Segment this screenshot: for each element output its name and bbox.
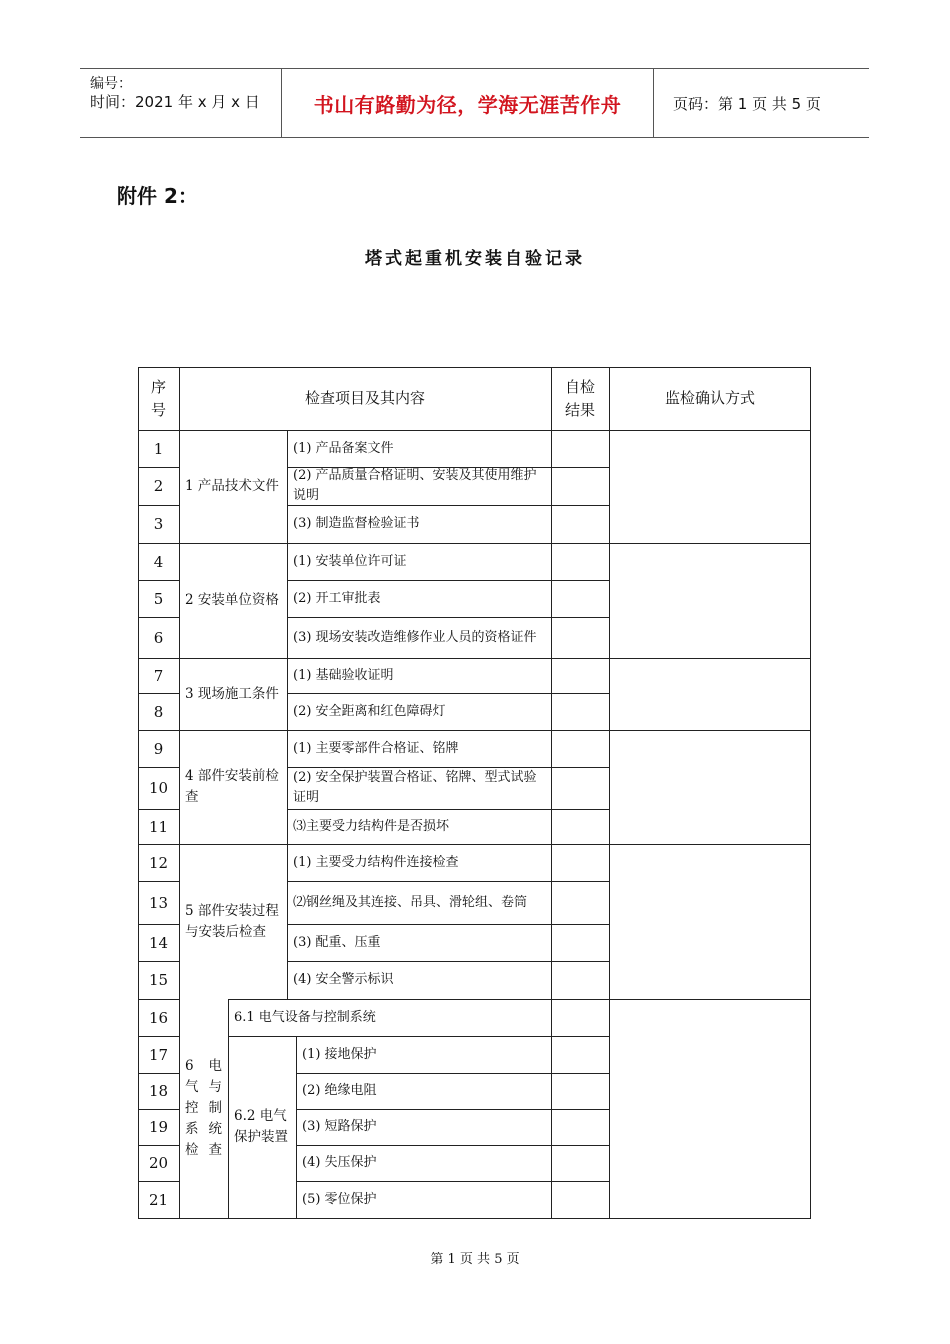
category-cell: 2 安装单位资格 (185, 592, 279, 608)
row-item: (1) 接地保护 (302, 1046, 377, 1062)
row-item: 6.1 电气设备与控制系统 (234, 1009, 376, 1025)
category-cell: 3 现场施工条件 (185, 685, 279, 702)
row-number: 3 (153, 515, 164, 533)
time-label: 时间：2021 年 x 月 x 日 (90, 93, 260, 111)
row-item: (2) 安全保护装置合格证、铭牌、型式试验证明 (293, 770, 537, 805)
page-info-text: 页码：第 1 页 共 5 页 (673, 94, 821, 113)
row-number: 15 (148, 971, 169, 989)
header-result: 自检结果 (564, 377, 595, 419)
row-item: (1) 基础验收证明 (293, 667, 394, 683)
row-number: 2 (153, 477, 164, 495)
inspection-table (138, 367, 811, 1218)
row-item: ⑶主要受力结构件是否损坏 (293, 818, 450, 834)
row-item: (3) 现场安装改造维修作业人员的资格证件 (293, 629, 537, 645)
row-item: (2) 绝缘电阻 (302, 1083, 377, 1098)
row-item: (4) 失压保护 (302, 1155, 377, 1170)
header-seq: 序号 (150, 377, 166, 419)
row-item: (3) 短路保护 (302, 1119, 377, 1134)
category-cell: 4 部件安装前检查 (185, 768, 279, 805)
subcategory-cell: 6.2 电气保护装置 (234, 1108, 288, 1145)
row-number: 19 (148, 1118, 169, 1136)
row-item: (1) 产品备案文件 (293, 440, 394, 456)
row-number: 18 (148, 1082, 169, 1100)
row-item: (2) 产品质量合格证明、安装及其使用维护说明 (293, 468, 537, 503)
document-header (80, 68, 869, 138)
row-item: ⑵钢丝绳及其连接、吊具、滑轮组、卷筒 (293, 894, 528, 910)
category-cell: 5 部件安装过程与安装后检查 (185, 902, 279, 940)
row-number: 6 (153, 628, 164, 647)
row-number: 13 (148, 893, 169, 912)
page-info (663, 69, 869, 137)
motto: 书山有路勤为径，学海无涯苦作舟 (313, 92, 622, 117)
attachment-label: 附件 2： (117, 184, 198, 208)
row-number: 12 (148, 853, 169, 872)
page-title: 塔式起重机安装自验记录 (365, 249, 585, 269)
row-item: (1) 安装单位许可证 (293, 553, 407, 569)
row-number: 7 (153, 666, 164, 685)
number-label: 编号： (90, 76, 132, 92)
row-number: 20 (148, 1154, 169, 1172)
header-meta (80, 69, 280, 137)
header-motto-cell (281, 69, 654, 137)
row-number: 5 (153, 589, 164, 608)
row-item: (4) 安全警示标识 (293, 972, 394, 987)
row-item: (1) 主要受力结构件连接检查 (293, 854, 459, 870)
row-item: (2) 开工审批表 (293, 590, 381, 606)
row-number: 1 (153, 439, 164, 458)
row-number: 9 (153, 739, 164, 758)
row-item: (3) 配重、压重 (293, 934, 381, 950)
category-cell: 1 产品技术文件 (185, 478, 279, 494)
row-number: 10 (148, 779, 169, 797)
row-number: 16 (148, 1008, 169, 1027)
row-item: (2) 安全距离和红色障碍灯 (293, 703, 446, 719)
row-item: (1) 主要零部件合格证、铭牌 (293, 740, 459, 756)
category-cell-electrical: 6 电气与控制系统检查 (185, 1058, 222, 1158)
header-confirm: 监检确认方式 (664, 389, 755, 407)
row-number: 14 (148, 933, 169, 952)
row-number: 11 (148, 817, 169, 836)
row-number: 17 (148, 1045, 169, 1064)
row-item: (5) 零位保护 (302, 1191, 377, 1207)
page-footer: 第 1 页 共 5 页 (430, 1252, 520, 1267)
row-number: 8 (153, 702, 164, 721)
row-number: 21 (148, 1190, 169, 1209)
row-number: 4 (153, 552, 164, 571)
row-item: (3) 制造监督检验证书 (293, 516, 420, 531)
header-content: 检查项目及其内容 (304, 389, 425, 407)
